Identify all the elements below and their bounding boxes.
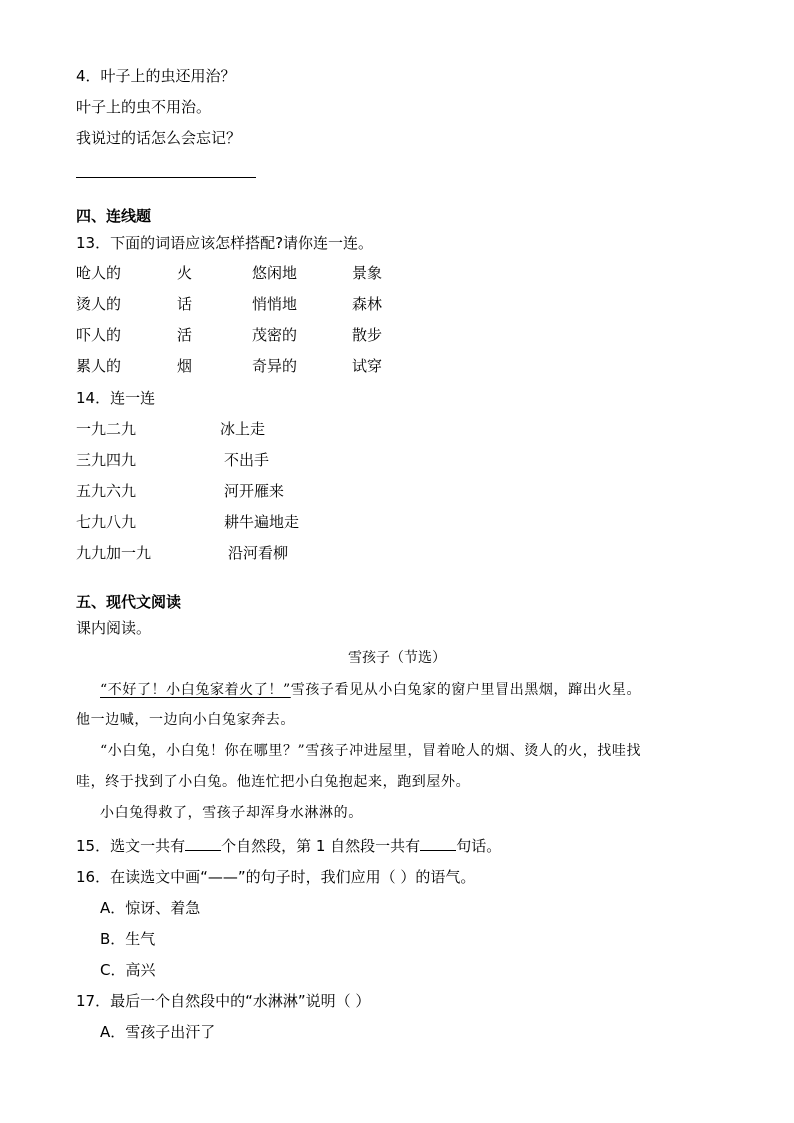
passage-paragraph-2: “小白兔，小白兔！你在哪里？”雪孩子冲进屋里，冒着呛人的烟、烫人的火，找哇找 xyxy=(100,743,642,759)
match-cell[interactable]: 悄悄地 xyxy=(252,295,298,313)
question-15-text: 15．选文一共有 xyxy=(76,837,186,855)
question-4-answer-2: 我说过的话怎么会忘记？ xyxy=(76,129,242,147)
match-cell[interactable]: 九九加一九 xyxy=(76,544,152,562)
question-17-option-a[interactable]: A．雪孩子出汗了 xyxy=(100,1023,216,1041)
match-cell[interactable]: 奇异的 xyxy=(252,357,298,375)
match-cell[interactable]: 吓人的 xyxy=(76,326,122,344)
match-cell[interactable]: 森林 xyxy=(352,295,383,313)
match-cell[interactable]: 呛人的 xyxy=(76,264,122,282)
match-cell[interactable]: 三九四九 xyxy=(76,451,137,469)
section-4-heading: 四、连线题 xyxy=(76,207,152,225)
match-cell[interactable]: 七九八九 xyxy=(76,513,137,531)
question-17: 17．最后一个自然段中的“水淋淋”说明（ ） xyxy=(76,992,371,1010)
match-cell[interactable]: 河开雁来 xyxy=(224,482,285,500)
question-14: 14．连一连 xyxy=(76,389,156,407)
match-cell[interactable]: 烟 xyxy=(177,357,193,375)
question-16-option-c[interactable]: C．高兴 xyxy=(100,961,156,979)
match-cell[interactable]: 悠闲地 xyxy=(252,264,298,282)
match-cell[interactable]: 耕牛遍地走 xyxy=(224,513,300,531)
question-4-title: 4．叶子上的虫还用治？ xyxy=(76,67,236,85)
passage-title: 雪孩子（节选） xyxy=(348,650,446,666)
passage-paragraph-3: 小白兔得救了，雪孩子却浑身水淋淋的。 xyxy=(100,805,363,821)
question-16: 16．在读选文中画“——”的句子时，我们应用（ ）的语气。 xyxy=(76,868,476,886)
match-cell[interactable]: 话 xyxy=(177,295,193,313)
question-4-answer-1: 叶子上的虫不用治。 xyxy=(76,98,212,116)
match-cell[interactable]: 茂密的 xyxy=(252,326,298,344)
answer-blank[interactable] xyxy=(420,836,456,851)
answer-blank[interactable] xyxy=(185,836,221,851)
passage-text: 雪孩子看见从小白兔家的窗户里冒出黑烟，蹿出火星。 xyxy=(290,682,642,698)
match-cell[interactable]: 火 xyxy=(177,264,193,282)
question-15 xyxy=(76,836,501,856)
section-5-heading: 五、现代文阅读 xyxy=(76,593,182,611)
match-cell[interactable]: 试穿 xyxy=(352,357,383,375)
question-13: 13．下面的词语应该怎样搭配?请你连一连。 xyxy=(76,234,374,252)
match-cell[interactable]: 景象 xyxy=(352,264,383,282)
question-15-text: 句话。 xyxy=(456,837,502,855)
question-16-option-b[interactable]: B．生气 xyxy=(100,930,156,948)
question-16-option-a[interactable]: A．惊讶、着急 xyxy=(100,899,201,917)
match-cell[interactable]: 冰上走 xyxy=(220,420,266,438)
reading-intro: 课内阅读。 xyxy=(76,619,152,637)
underlined-sentence: “不好了！小白兔家着火了！” xyxy=(100,682,291,698)
question-15-text: 个自然段，第 1 自然段一共有 xyxy=(221,837,421,855)
match-cell[interactable]: 不出手 xyxy=(224,451,270,469)
match-cell[interactable]: 一九二九 xyxy=(76,420,137,438)
answer-blank-line[interactable] xyxy=(76,177,256,178)
match-cell[interactable]: 烫人的 xyxy=(76,295,122,313)
match-cell[interactable]: 累人的 xyxy=(76,357,122,375)
match-cell[interactable]: 沿河看柳 xyxy=(228,544,289,562)
passage-line: 哇，终于找到了小白兔。他连忙把小白兔抱起来，跑到屋外。 xyxy=(76,774,471,790)
match-cell[interactable]: 活 xyxy=(177,326,193,344)
match-cell[interactable]: 散步 xyxy=(352,326,383,344)
match-cell[interactable]: 五九六九 xyxy=(76,482,137,500)
passage-paragraph-1 xyxy=(100,680,641,700)
passage-line: 他一边喊，一边向小白兔家奔去。 xyxy=(76,712,295,728)
